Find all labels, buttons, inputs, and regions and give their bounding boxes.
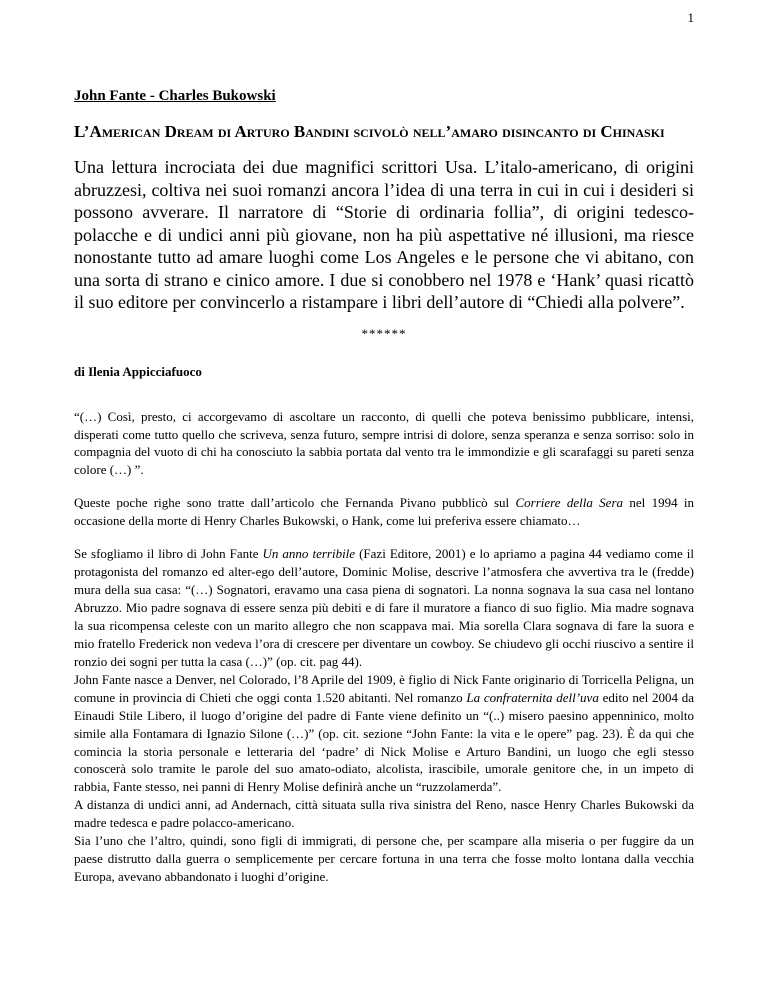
- article-body: [74, 88, 694, 886]
- paragraph-immigrants: Sia l’uno che l’altro, quindi, sono figli di immigrati, di persone che, per scampare alla miseria o per fuggire da un paese distrutto dalla guerra o semplicemente per cercare fortuna in una terra che fosse molto lontana dalla vecchia Europa, avevano abbandonato i luoghi d’origine.: [74, 833, 694, 885]
- text-run: Queste poche righe sono tratte dall’articolo che Fernanda Pivano pubblicò sul: [74, 495, 516, 511]
- header-authors: John Fante - Charles Bukowski: [74, 88, 276, 104]
- author-byline: di Ilenia Appicciafuoco: [74, 363, 202, 379]
- text-run: Se sfogliamo il libro di John Fante: [74, 546, 263, 562]
- text-run: nel 1994 in occasione della morte di Henry Charles Bukowski, o Hank, come lui preferiva essere chiamato…: [74, 495, 695, 529]
- paragraph-fante-birth: [74, 671, 694, 797]
- section-separator: ******: [361, 325, 407, 341]
- italic-title: Un anno terribile: [262, 546, 356, 562]
- opening-quote: “(…) Così, presto, ci accorgevamo di ascoltare un racconto, di quelli che poteva benissimo pubblicare, intensi, disperati come tutto quello che scriveva, senza futuro, sempre intrisi di dolore, senza speranza e senza sorriso: solo in compagnia del vuoto di chi ha conosciuto la sabbia portata dal vento tra le immondizie e gli scarafaggi su pareti senza colore (…) ”.: [74, 408, 694, 478]
- article-title: L’American Dream di Arturo Bandini scivolò nell’amaro disincanto di Chinaski: [74, 122, 665, 141]
- paragraph-anno-terribile: [74, 545, 694, 671]
- text-run: edito nel 2004 da Einaudi Stile Libero, il luogo d’origine del padre di Fante viene definito un “(..) misero paesino appenninico, molto simile alla Fontamara di Ignazio Silone (…)” (op. cit. sezione “John Fante: la vita e le opere” pag. 23). È da qui che comincia la storia personale e letteraria del ‘padre’ di Nick Molise e Arturo Bandini, un luogo che egli stesso conoscerà solo tramite le parole del suo amato-odiato, alcolista, irascibile, umorale genitore che, in un impeto di rabbia, Fante stesso, nei panni di Henry Molise definirà anche un “ruzzolamerda”.: [74, 689, 694, 795]
- italic-title: La confraternita dell’uva: [466, 689, 599, 705]
- article-lede: Una lettura incrociata dei due magnifici scrittori Usa. L’italo-americano, di origini abruzzesi, coltiva nei suoi romanzi ancora l’idea di una terra in cui in cui i desideri si possono avverare. Il narratore di “Storie di ordinaria follia”, di origini tedesco-polacche e di undici anni più giovane, non ha più aspettative né illusioni, ma riesce nonostante tutto ad amare luoghi come Los Angeles e le persone che vi abitano, con una sorta di strano e cinico amore. I due si conobbero nel 1978 e ‘Hank’ quasi ricattò il suo editore per convincerlo a ristampare i libri dell’autore di “Chiedi alla polvere”.: [74, 157, 694, 313]
- italic-title: Corriere della Sera: [515, 495, 624, 511]
- paragraph-bukowski-birth: A distanza di undici anni, ad Andernach, città situata sulla riva sinistra del Reno, nasce Henry Charles Bukowski da madre tedesca e padre polacco-americano.: [74, 797, 694, 831]
- page-number: 1: [687, 10, 694, 25]
- text-run: (Fazi Editore, 2001) e lo apriamo a pagina 44 vediamo come il protagonista del romanzo ed alter-ego dell’autore, Dominic Molise, descrive l’atmosfera che avvertiva tra le (fredde) mura della sua casa: “(…) Sognatori, eravamo una casa piena di sognatori. La nonna sognava la sua casa nel lontano Abruzzo. Mio padre sognava di essere senza più debiti e di fare il muratore a fianco di suo figlio. Mia madre sognava la sua ricompensa celeste con un marito allegro che non scappava mai. Mia sorella Clara sognava di fare la suora e mio fratello Frederick non vedeva l’ora di crescere per diventare un cowboy. Se chiudevo gli occhi riuscivo a sentire il ronzio dei sogni per tutta la casa (…)” (op. cit. pag 44).: [74, 546, 694, 669]
- text-run: John Fante nasce a Denver, nel Colorado, l’8 Aprile del 1909, è figlio di Nick Fante originario di Torricella Peligna, un comune in provincia di Chieti che oggi conta 1.520 abitanti. Nel romanzo: [74, 671, 694, 705]
- paragraph-pivano: [74, 494, 694, 530]
